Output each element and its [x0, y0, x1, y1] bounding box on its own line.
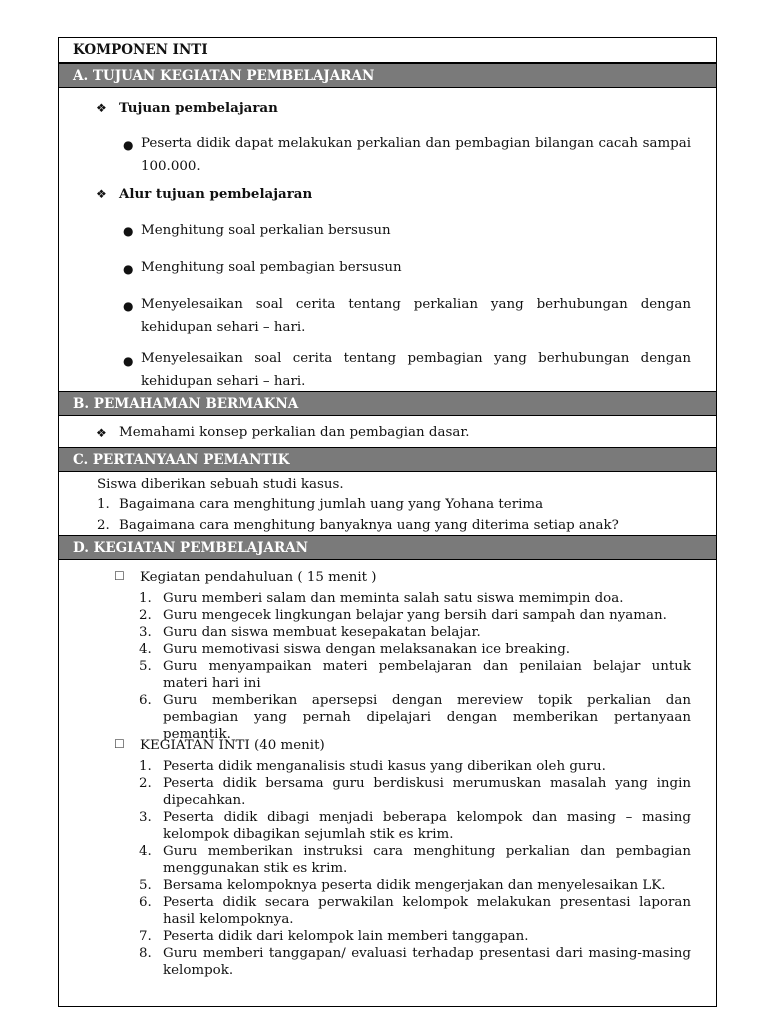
round-bullet-icon: ● — [123, 299, 134, 313]
section-b-heading: B. PEMAHAMAN BERMAKNA — [59, 391, 716, 416]
phase-label: KEGIATAN INTI (40 menit) — [140, 738, 325, 753]
list-item: 1. Bagaimana cara menghitung jumlah uang yang Yohana terima — [97, 497, 544, 512]
list-item: 5. Guru menyampaikan materi pembelajaran dan penilaian belajar untuk materi hari ini — [139, 659, 691, 691]
list-item: 2. Peserta didik bersama guru berdiskusi merumuskan masalah yang ingin dipecahkan. — [139, 776, 691, 808]
flow-label: Alur tujuan pembelajaran — [119, 186, 313, 202]
checkbox-bullet-icon: ☐ — [114, 569, 125, 583]
round-bullet-icon: ● — [123, 354, 134, 368]
list-item: 8. Guru memberi tanggapan/ evaluasi terhadap presentasi dari masing-masing kelompok. — [139, 946, 691, 978]
document-title: KOMPONEN INTI — [59, 38, 716, 63]
section-a-heading: A. TUJUAN KEGIATAN PEMBELAJARAN — [59, 63, 716, 88]
round-bullet-icon: ● — [123, 262, 134, 276]
list-item: 7. Peserta didik dari kelompok lain memberi tanggapan. — [139, 929, 529, 944]
flow-item: Menghitung soal perkalian bersusun — [141, 223, 391, 238]
diamond-bullet-icon: ❖ — [96, 187, 107, 201]
phase-label: Kegiatan pendahuluan ( 15 menit ) — [140, 570, 377, 585]
list-item: 5. Bersama kelompoknya peserta didik mengerjakan dan menyelesaikan LK. — [139, 878, 666, 893]
opening-steps-list — [139, 590, 691, 743]
list-item: 2. Bagaimana cara menghitung banyaknya uang yang diterima setiap anak? — [97, 517, 619, 533]
round-bullet-icon: ● — [123, 224, 134, 238]
section-d-body — [59, 561, 716, 1006]
goal-label: Tujuan pembelajaran — [119, 100, 278, 116]
section-c-heading: C. PERTANYAAN PEMANTIK — [59, 447, 716, 472]
section-b-body — [59, 417, 716, 447]
list-item: 4. Guru memotivasi siswa dengan melaksanakan ice breaking. — [139, 642, 571, 657]
diamond-bullet-icon: ❖ — [96, 101, 107, 115]
list-item: 6. Peserta didik secara perwakilan kelompok melakukan presentasi laporan hasil kelompoknya. — [139, 895, 691, 927]
round-bullet-icon: ● — [123, 138, 134, 152]
flow-item: Menyelesaikan soal cerita tentang pembagian yang berhubungan dengan kehidupan sehari – hari. — [141, 351, 691, 389]
list-item: 6. Guru memberikan apersepsi dengan mereview topik perkalian dan pembagian yang pernah dipelajari dengan memberikan pertanyaan pemantik. — [139, 693, 691, 742]
trigger-questions-list — [97, 495, 697, 536]
section-c-body — [59, 473, 716, 535]
document-frame — [58, 37, 717, 1007]
list-item: 4. Guru memberikan instruksi cara menghitung perkalian dan pembagian menggunakan stik es krim. — [139, 844, 691, 876]
list-item: 1. Guru memberi salam dan meminta salah satu siswa memimpin doa. — [139, 591, 624, 606]
section-d-heading: D. KEGIATAN PEMBELAJARAN — [59, 535, 716, 560]
list-item: 2. Guru mengecek lingkungan belajar yang bersih dari sampah dan nyaman. — [139, 608, 667, 623]
core-steps-list — [139, 758, 691, 979]
section-a-body — [59, 89, 716, 389]
goal-item: Peserta didik dapat melakukan perkalian dan pembagian bilangan cacah sampai 100.000. — [141, 136, 691, 174]
diamond-bullet-icon: ❖ — [96, 426, 107, 440]
meaningful-understanding-item: Memahami konsep perkalian dan pembagian dasar. — [119, 425, 470, 440]
flow-item: Menghitung soal pembagian bersusun — [141, 260, 402, 275]
list-item: 3. Guru dan siswa membuat kesepakatan belajar. — [139, 625, 481, 640]
checkbox-bullet-icon: ☐ — [114, 737, 125, 751]
case-study-intro: Siswa diberikan sebuah studi kasus. — [97, 477, 344, 492]
list-item: 1. Peserta didik menganalisis studi kasus yang diberikan oleh guru. — [139, 759, 606, 774]
list-item: 3. Peserta didik dibagi menjadi beberapa kelompok dan masing – masing kelompok dibagikan sejumlah stik es krim. — [139, 810, 691, 842]
flow-item: Menyelesaikan soal cerita tentang perkalian yang berhubungan dengan kehidupan sehari – hari. — [141, 297, 691, 335]
